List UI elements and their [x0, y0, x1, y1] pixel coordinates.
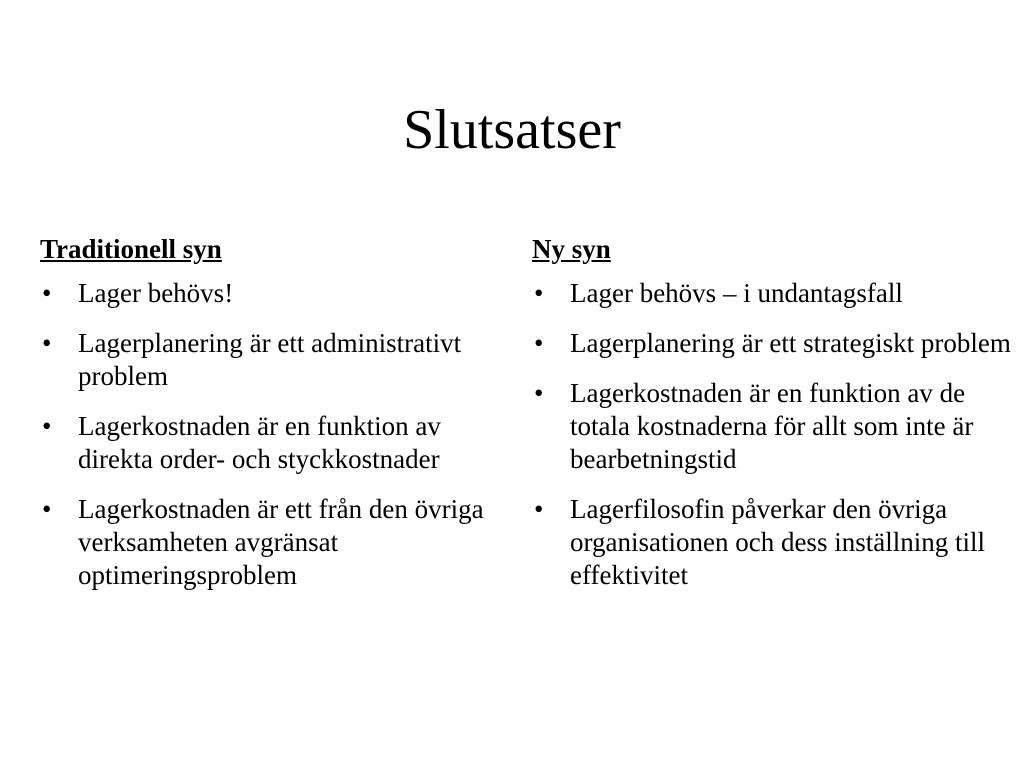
list-item-text: Lagerkostnaden är ett från den övriga verksamheten avgränsat optimeringsproblem: [78, 494, 484, 590]
column-new-view: [532, 232, 1012, 609]
list-item-text: Lagerplanering är ett strategiskt problem: [570, 328, 1011, 358]
list-item: [40, 410, 510, 476]
list-item: [532, 493, 1012, 592]
bullet-icon: •: [534, 278, 544, 308]
bullet-icon: •: [42, 494, 52, 524]
bullet-list-new: [532, 277, 1012, 592]
slide-title: Slutsatser: [403, 99, 621, 161]
bullet-icon: •: [534, 328, 544, 358]
list-item: [532, 377, 1012, 476]
list-item: [40, 327, 510, 393]
list-item: [532, 327, 1012, 360]
bullet-icon: •: [42, 278, 52, 308]
bullet-icon: •: [42, 411, 52, 441]
list-item: [40, 277, 510, 310]
list-item-text: Lager behövs!: [78, 278, 234, 308]
bullet-icon: •: [534, 378, 544, 408]
list-item-text: Lagerplanering är ett administrativt problem: [78, 328, 462, 391]
list-item-text: Lagerkostnaden är en funktion av direkta order- och styckkostnader: [78, 411, 441, 474]
column-heading-traditional: Traditionell syn: [40, 234, 222, 264]
bullet-icon: •: [534, 494, 544, 524]
list-item: [40, 493, 510, 592]
column-traditional-view: [40, 232, 510, 609]
column-heading-new: Ny syn: [532, 234, 611, 264]
bullet-list-traditional: [40, 277, 510, 592]
list-item-text: Lagerkostnaden är en funktion av de totala kostnaderna för allt som inte är bearbetningstid: [570, 378, 974, 474]
list-item-text: Lager behövs – i undantagsfall: [570, 278, 903, 308]
list-item-text: Lagerfilosofin påverkar den övriga organisationen och dess inställning till effektivitet: [570, 494, 985, 590]
bullet-icon: •: [42, 328, 52, 358]
list-item: [532, 277, 1012, 310]
